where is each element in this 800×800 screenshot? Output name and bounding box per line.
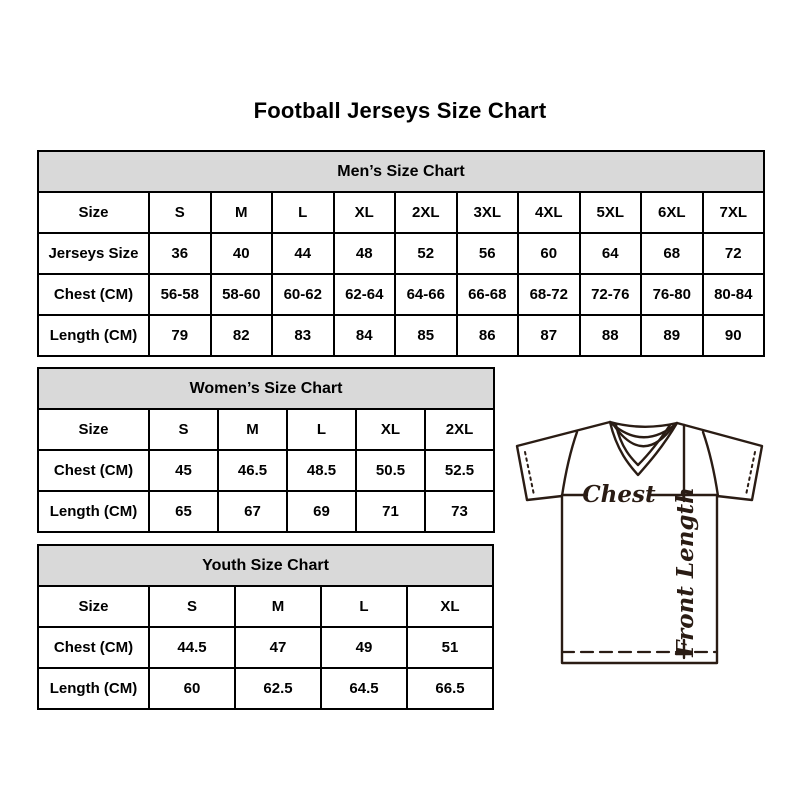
table-cell: 82 <box>211 315 273 356</box>
table-cell: M <box>211 192 273 233</box>
womens-size-table <box>37 367 495 533</box>
table-cell: 47 <box>235 627 321 668</box>
left-armhole-seam <box>562 432 577 496</box>
table-cell: 7XL <box>703 192 765 233</box>
table-cell: 50.5 <box>356 450 425 491</box>
youth-table-title: Youth Size Chart <box>38 545 493 586</box>
table-cell: 56-58 <box>149 274 211 315</box>
table-cell: 79 <box>149 315 211 356</box>
table-row <box>38 315 764 356</box>
jersey-outline <box>517 422 762 663</box>
table-cell: 60-62 <box>272 274 334 315</box>
table-cell: 62-64 <box>334 274 396 315</box>
table-row <box>38 586 493 627</box>
table-cell: 80-84 <box>703 274 765 315</box>
table-cell: 44.5 <box>149 627 235 668</box>
table-row <box>38 233 764 274</box>
table-cell: 36 <box>149 233 211 274</box>
table-cell: 66.5 <box>407 668 493 709</box>
row-label-cell: Chest (CM) <box>38 450 149 491</box>
table-cell: 64 <box>580 233 642 274</box>
table-cell: 64-66 <box>395 274 457 315</box>
row-label-cell: Length (CM) <box>38 315 149 356</box>
table-cell: 62.5 <box>235 668 321 709</box>
table-cell: XL <box>334 192 396 233</box>
table-row <box>38 192 764 233</box>
table-cell: S <box>149 409 218 450</box>
table-row <box>38 450 494 491</box>
table-row <box>38 627 493 668</box>
table-cell: 5XL <box>580 192 642 233</box>
mens-size-table <box>37 150 765 357</box>
row-label-cell: Size <box>38 409 149 450</box>
table-cell: 44 <box>272 233 334 274</box>
table-cell: 69 <box>287 491 356 532</box>
table-cell: 60 <box>149 668 235 709</box>
table-cell: 66-68 <box>457 274 519 315</box>
table-cell: 45 <box>149 450 218 491</box>
table-cell: 40 <box>211 233 273 274</box>
table-cell: 72 <box>703 233 765 274</box>
table-cell: 76-80 <box>641 274 703 315</box>
table-row <box>38 491 494 532</box>
table-cell: 68-72 <box>518 274 580 315</box>
table-cell: 52.5 <box>425 450 494 491</box>
table-cell: L <box>321 586 407 627</box>
table-cell: 49 <box>321 627 407 668</box>
page-title: Football Jerseys Size Chart <box>253 98 547 123</box>
jersey-measurement-diagram <box>505 400 775 680</box>
table-cell: 88 <box>580 315 642 356</box>
row-label-cell: Length (CM) <box>38 491 149 532</box>
front-length-label: Front Length <box>672 487 699 657</box>
chest-label: Chest <box>582 481 656 508</box>
row-label-cell: Size <box>38 586 149 627</box>
table-cell: 64.5 <box>321 668 407 709</box>
table-cell: 90 <box>703 315 765 356</box>
table-cell: S <box>149 192 211 233</box>
table-cell: 85 <box>395 315 457 356</box>
table-cell: 6XL <box>641 192 703 233</box>
row-label-cell: Chest (CM) <box>38 627 149 668</box>
table-cell: 2XL <box>425 409 494 450</box>
table-row <box>38 274 764 315</box>
row-label-cell: Jerseys Size <box>38 233 149 274</box>
table-cell: 65 <box>149 491 218 532</box>
right-armhole-seam <box>703 432 718 496</box>
table-row <box>38 409 494 450</box>
table-cell: 73 <box>425 491 494 532</box>
table-cell: 46.5 <box>218 450 287 491</box>
table-cell: 67 <box>218 491 287 532</box>
table-cell: 84 <box>334 315 396 356</box>
table-cell: M <box>235 586 321 627</box>
youth-size-table <box>37 544 494 710</box>
table-cell: 87 <box>518 315 580 356</box>
left-cuff-stitch <box>525 452 534 495</box>
table-header-row <box>38 368 494 409</box>
table-cell: 51 <box>407 627 493 668</box>
row-label-cell: Length (CM) <box>38 668 149 709</box>
table-cell: 58-60 <box>211 274 273 315</box>
table-cell: 52 <box>395 233 457 274</box>
table-cell: 89 <box>641 315 703 356</box>
table-cell: 71 <box>356 491 425 532</box>
table-cell: 60 <box>518 233 580 274</box>
table-header-row <box>38 545 493 586</box>
row-label-cell: Chest (CM) <box>38 274 149 315</box>
womens-table-title: Women’s Size Chart <box>38 368 494 409</box>
table-cell: M <box>218 409 287 450</box>
table-cell: XL <box>356 409 425 450</box>
table-cell: 68 <box>641 233 703 274</box>
table-cell: 83 <box>272 315 334 356</box>
table-cell: 3XL <box>457 192 519 233</box>
table-cell: 48 <box>334 233 396 274</box>
mens-table-title: Men’s Size Chart <box>38 151 764 192</box>
table-header-row <box>38 151 764 192</box>
table-cell: 86 <box>457 315 519 356</box>
table-cell: 72-76 <box>580 274 642 315</box>
table-cell: 2XL <box>395 192 457 233</box>
table-cell: 4XL <box>518 192 580 233</box>
row-label-cell: Size <box>38 192 149 233</box>
table-row <box>38 668 493 709</box>
table-cell: XL <box>407 586 493 627</box>
table-cell: 56 <box>457 233 519 274</box>
table-cell: 48.5 <box>287 450 356 491</box>
table-cell: L <box>287 409 356 450</box>
table-cell: L <box>272 192 334 233</box>
table-cell: S <box>149 586 235 627</box>
